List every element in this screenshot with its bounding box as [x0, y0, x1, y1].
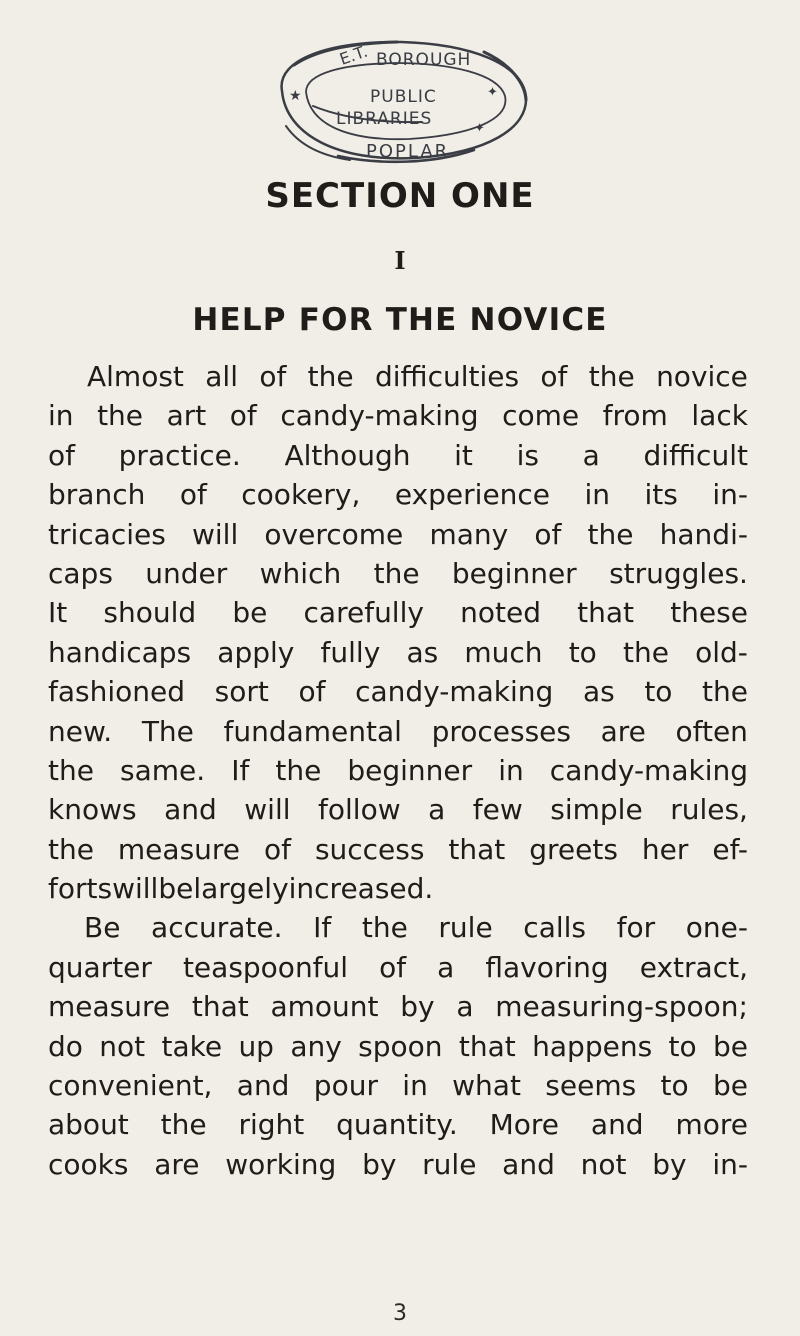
text-word: many: [429, 517, 509, 551]
chapter-title: HELP FOR THE NOVICE: [192, 302, 608, 338]
text-word: simple: [550, 793, 643, 827]
text-line: [48, 712, 748, 751]
text-word: the: [160, 1108, 207, 1142]
text-word: that: [458, 1029, 516, 1063]
text-word: handicaps: [48, 635, 192, 669]
svg-text:✦: ✦: [474, 121, 485, 136]
text-word: ef-: [712, 832, 748, 866]
body-text: [48, 357, 748, 1184]
text-word: that: [577, 596, 635, 630]
text-word: these: [670, 596, 748, 630]
text-word: same.: [120, 753, 206, 787]
text-word: is: [516, 438, 539, 472]
text-word: fashioned: [48, 675, 186, 709]
text-word: cookery,: [241, 478, 361, 512]
text-word: quantity.: [336, 1108, 458, 1142]
text-word: to: [644, 675, 673, 709]
text-word: Almost: [87, 360, 184, 393]
text-word: beginner: [451, 556, 577, 590]
text-word: struggles.: [609, 556, 748, 590]
text-word: will: [191, 517, 239, 551]
text-word: do: [48, 1029, 83, 1063]
text-word: overcome: [264, 517, 404, 551]
text-word: and: [164, 793, 217, 827]
text-word: rule: [438, 911, 493, 945]
text-word: happens: [532, 1029, 653, 1063]
text-line: [48, 1066, 748, 1105]
text-word: are: [600, 714, 646, 748]
svg-text:POPLAR: POPLAR: [366, 141, 450, 162]
text-word: all: [205, 360, 238, 393]
text-line: [48, 987, 748, 1026]
text-word: lack: [691, 399, 748, 433]
text-word: more: [675, 1108, 748, 1142]
text-word: fully: [320, 635, 381, 669]
text-line: [48, 751, 748, 790]
text-word: any: [290, 1029, 342, 1063]
text-word: the: [587, 517, 634, 551]
text-word: of: [259, 360, 287, 393]
text-word: of: [379, 950, 407, 984]
text-word: as: [582, 675, 615, 709]
library-stamp: [258, 34, 548, 169]
text-word: not: [99, 1029, 146, 1063]
text-word: working: [225, 1147, 337, 1181]
text-word: few: [472, 793, 523, 827]
text-word: of: [229, 399, 257, 433]
text-word: should: [103, 596, 197, 630]
text-word: Be: [84, 911, 121, 945]
text-line: [48, 357, 748, 396]
text-word: amount: [270, 990, 379, 1024]
text-word: accurate.: [151, 911, 283, 945]
text-word: a: [428, 793, 446, 827]
text-word: candy-making: [280, 399, 479, 433]
text-word: increased.: [288, 872, 434, 906]
text-word: are: [154, 1147, 200, 1181]
text-word: caps: [48, 556, 113, 590]
text-word: it: [454, 438, 473, 472]
text-line: [48, 1027, 748, 1066]
text-word: will: [244, 793, 291, 827]
text-line: [48, 790, 748, 829]
text-word: the: [361, 911, 408, 945]
text-line: [48, 1145, 748, 1184]
text-word: take: [161, 1029, 223, 1063]
text-word: tricacies: [48, 517, 166, 551]
text-word: be: [232, 596, 268, 630]
text-word: by: [652, 1147, 687, 1181]
text-word: often: [675, 714, 748, 748]
text-word: of: [540, 360, 568, 393]
page-number: 3: [393, 1301, 407, 1326]
text-word: pour: [313, 1069, 378, 1103]
text-word: greets: [529, 832, 618, 866]
text-word: difficult: [643, 438, 748, 472]
text-word: be: [158, 872, 194, 906]
text-word: follow: [318, 793, 401, 827]
text-word: cooks: [48, 1147, 129, 1181]
text-word: sort: [214, 675, 269, 709]
svg-text:LIBRARIES: LIBRARIES: [336, 109, 433, 129]
text-word: candy-making: [355, 675, 554, 709]
text-word: the: [48, 753, 94, 787]
text-line: [48, 515, 748, 554]
text-word: from: [602, 399, 668, 433]
text-word: one-: [685, 911, 748, 945]
text-line: [48, 436, 748, 475]
text-word: to: [668, 1029, 697, 1063]
text-word: the: [373, 556, 420, 590]
text-word: spoon: [358, 1029, 443, 1063]
text-word: what: [452, 1069, 521, 1103]
text-word: in: [48, 399, 74, 433]
text-word: to: [568, 635, 597, 669]
text-word: by: [400, 990, 435, 1024]
text-word: about: [48, 1108, 129, 1142]
text-word: calls: [523, 911, 586, 945]
svg-text:✦: ✦: [487, 85, 498, 100]
text-word: that: [448, 832, 506, 866]
text-word: the: [97, 399, 144, 433]
text-word: of: [263, 832, 291, 866]
text-word: in-: [712, 1147, 748, 1181]
text-word: for: [616, 911, 656, 945]
svg-text:★: ★: [289, 88, 302, 104]
text-word: in: [402, 1069, 428, 1103]
text-word: not: [580, 1147, 627, 1181]
text-word: old-: [695, 635, 748, 669]
text-word: flavoring: [485, 950, 609, 984]
text-line: [48, 672, 748, 711]
text-word: apply: [217, 635, 295, 669]
text-word: experience: [394, 478, 551, 512]
svg-text:PUBLIC: PUBLIC: [370, 87, 437, 107]
text-word: of: [179, 478, 207, 512]
text-line: [48, 1105, 748, 1144]
text-word: the: [588, 360, 635, 393]
text-word: practice.: [118, 438, 241, 472]
text-word: a: [582, 438, 600, 472]
text-word: measure: [48, 990, 171, 1024]
text-word: knows: [48, 793, 137, 827]
text-word: success: [314, 832, 425, 866]
text-line: [48, 948, 748, 987]
text-word: and: [590, 1108, 644, 1142]
text-word: the: [48, 832, 94, 866]
text-word: a: [437, 950, 455, 984]
text-word: in: [584, 478, 611, 512]
text-word: If: [231, 753, 250, 787]
text-word: under: [145, 556, 228, 590]
text-word: fundamental: [223, 714, 402, 748]
text-line: [48, 554, 748, 593]
text-word: as: [406, 635, 439, 669]
text-word: of: [298, 675, 326, 709]
text-word: be: [712, 1069, 748, 1103]
text-line: [48, 830, 748, 869]
text-line: [48, 633, 748, 672]
text-word: The: [141, 714, 194, 748]
text-word: If: [313, 911, 332, 945]
text-word: Although: [284, 438, 411, 472]
text-word: that: [191, 990, 249, 1024]
text-word: forts: [48, 872, 113, 906]
text-word: the: [702, 675, 748, 709]
text-word: its: [644, 478, 678, 512]
text-word: carefully: [303, 596, 424, 630]
text-word: and: [502, 1147, 555, 1181]
text-word: noted: [460, 596, 541, 630]
text-word: be: [712, 1029, 748, 1063]
text-word: rules,: [670, 793, 748, 827]
text-word: new.: [48, 714, 113, 748]
text-word: extract,: [639, 950, 748, 984]
text-word: handi-: [659, 517, 748, 551]
text-word: will: [112, 872, 159, 906]
text-word: convenient,: [48, 1069, 213, 1103]
text-word: up: [238, 1029, 274, 1063]
text-word: come: [502, 399, 580, 433]
text-word: of: [534, 517, 562, 551]
text-word: rule: [422, 1147, 477, 1181]
svg-text:E.T.: E.T.: [337, 41, 370, 69]
section-title: SECTION ONE: [265, 176, 535, 216]
text-line: [48, 396, 748, 435]
text-word: difficulties: [374, 360, 520, 393]
text-line: [48, 593, 748, 632]
text-word: which: [259, 556, 342, 590]
text-word: of: [48, 438, 75, 472]
text-word: and: [236, 1069, 290, 1103]
text-word: much: [464, 635, 543, 669]
text-word: a: [456, 990, 474, 1024]
text-word: beginner: [347, 753, 473, 787]
text-word: More: [489, 1108, 560, 1142]
text-word: measuring-spoon;: [495, 990, 748, 1024]
text-word: her: [641, 832, 689, 866]
text-word: candy-making: [549, 753, 748, 787]
text-word: in-: [712, 478, 748, 512]
stamp-lettering: [289, 42, 498, 162]
chapter-number: I: [394, 246, 406, 275]
text-word: seems: [545, 1069, 637, 1103]
text-word: measure: [117, 832, 241, 866]
svg-text:BOROUGH: BOROUGH: [376, 50, 472, 70]
text-line: [48, 869, 748, 908]
text-word: the: [622, 635, 669, 669]
text-word: the: [307, 360, 354, 393]
text-word: to: [660, 1069, 689, 1103]
text-line: [48, 475, 748, 514]
text-word: processes: [431, 714, 571, 748]
text-word: the: [275, 753, 322, 787]
text-word: in: [498, 753, 524, 787]
text-word: art: [166, 399, 207, 433]
text-word: by: [362, 1147, 397, 1181]
text-word: right: [238, 1108, 305, 1142]
text-word: largely: [193, 872, 289, 906]
text-word: branch: [48, 478, 146, 512]
text-word: It: [48, 596, 68, 630]
text-word: teaspoonful: [182, 950, 349, 984]
text-line: [48, 908, 748, 947]
text-word: novice: [656, 360, 748, 393]
text-word: quarter: [48, 950, 152, 984]
